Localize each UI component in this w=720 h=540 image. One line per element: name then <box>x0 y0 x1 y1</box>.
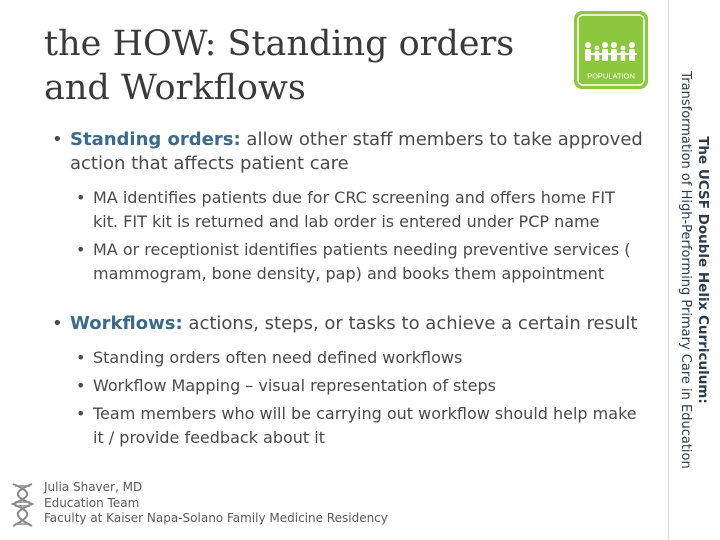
subbullet-crc-screening: • MA identifies patients due for CRC screening and offers home FIT kit. FIT kit is returned and lab order is entered under PCP name <box>52 186 643 234</box>
subbullet-defined-workflows: • Standing orders often need defined workflows <box>52 346 652 370</box>
presenter-name: Julia Shaver, MD <box>44 480 143 494</box>
population-icon <box>573 10 649 90</box>
slide-body <box>52 128 652 450</box>
subbullet-team-feedback: • Team members who will be carrying out workflow should help make it / provide feedback about it <box>52 402 638 450</box>
bullet-standing-orders <box>52 128 650 176</box>
presenter-affiliation: Faculty at Kaiser Napa-Solano Family Medicine Residency <box>44 511 388 525</box>
title-line-1: the HOW: Standing orders <box>44 24 515 64</box>
bullet-workflows <box>52 312 650 336</box>
slide-title <box>44 22 564 110</box>
term-workflows: Workflows: <box>70 313 183 334</box>
subbullet-workflow-mapping: • Workflow Mapping – visual representation of steps <box>52 374 652 398</box>
presenter-info <box>44 480 388 527</box>
standing-orders-definition: allow other staff members to take approved action that affects patient care <box>70 129 643 174</box>
title-line-2: and Workflows <box>44 68 306 108</box>
double-helix-icon <box>9 482 36 528</box>
workflows-definition: actions, steps, or tasks to achieve a certain result <box>182 313 638 334</box>
sidebar-line-1: The UCSF Double Helix Curriculum: <box>695 136 711 404</box>
logo-label: POPULATION <box>587 71 635 81</box>
sidebar-caption <box>677 10 711 530</box>
presenter-team: Education Team <box>44 495 140 510</box>
subbullet-preventive-services: • MA or receptionist identifies patients needing preventive services ( mammogram, bone density, pap) and books them appointment <box>52 238 648 286</box>
term-standing-orders: Standing orders: <box>70 129 241 150</box>
population-logo <box>573 10 649 90</box>
sidebar-line-2: Transformation of High-Performing Primary Care in Education <box>678 71 693 469</box>
